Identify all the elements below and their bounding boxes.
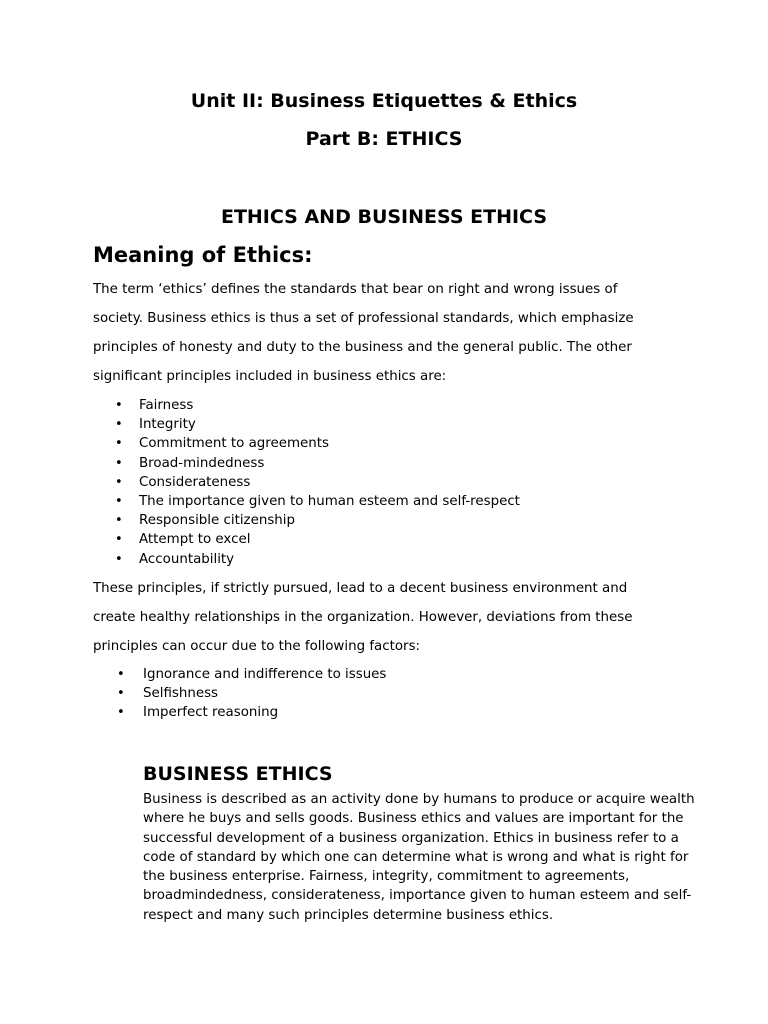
bullet-icon: • [115, 532, 123, 548]
principles-list [115, 396, 520, 569]
list-item-text: Broad-mindedness [139, 455, 265, 471]
business-ethics-paragraph [143, 790, 695, 925]
paragraph-line: where he buys and sells goods. Business ethics and values are important for the [143, 811, 684, 827]
paragraph-line: broadmindedness, considerateness, importance given to human esteem and self- [143, 888, 692, 904]
list-item [115, 454, 520, 473]
bullet-icon: • [115, 417, 123, 433]
list-item [117, 684, 386, 703]
paragraph-line: principles of honesty and duty to the business and the general public. The other [93, 340, 632, 355]
list-item-text: Responsible citizenship [139, 513, 295, 529]
business-ethics-heading: BUSINESS ETHICS [143, 763, 333, 785]
list-item-text: Attempt to excel [139, 532, 251, 548]
paragraph-line: These principles, if strictly pursued, lead to a decent business environment and [93, 581, 628, 596]
list-item [117, 703, 386, 722]
factors-list [117, 665, 387, 723]
unit-title: Unit II: Business Etiquettes & Ethics [190, 90, 578, 112]
deviation-paragraph [93, 580, 633, 667]
list-item-text: Considerateness [139, 474, 251, 490]
list-item-text: Ignorance and indifference to issues [143, 667, 387, 682]
bullet-icon: • [117, 705, 125, 721]
list-item [115, 492, 520, 511]
list-item-text: Accountability [139, 551, 235, 567]
paragraph-line: the business enterprise. Fairness, integrity, commitment to agreements, [143, 869, 630, 885]
paragraph-line: respect and many such principles determine business ethics. [143, 907, 554, 923]
bullet-icon: • [115, 493, 123, 509]
list-item-text: Imperfect reasoning [143, 705, 279, 721]
list-item [115, 415, 520, 434]
paragraph-line: significant principles included in business ethics are: [93, 369, 447, 384]
bullet-icon: • [115, 474, 123, 490]
bullet-icon: • [115, 436, 123, 452]
list-item-text: Selfishness [143, 686, 219, 702]
paragraph-line: code of standard by which one can determine what is wrong and what is right for [143, 849, 689, 865]
list-item [117, 665, 387, 684]
paragraph-line: successful development of a business organization. Ethics in business refer to a [143, 830, 679, 846]
list-item [115, 434, 520, 453]
section-title: ETHICS AND BUSINESS ETHICS [220, 206, 548, 228]
paragraph-line: Business is described as an activity done by humans to produce or acquire wealth [143, 792, 695, 807]
bullet-icon: • [115, 513, 123, 529]
paragraph-line: create healthy relationships in the organization. However, deviations from these [93, 610, 633, 625]
intro-paragraph [93, 281, 633, 397]
paragraph-line: principles can occur due to the following factors: [93, 639, 421, 654]
list-item-text: The importance given to human esteem and self-respect [139, 493, 520, 509]
list-item-text: Fairness [139, 398, 194, 413]
bullet-icon: • [115, 455, 123, 471]
list-item [115, 530, 520, 549]
list-item [115, 473, 520, 492]
part-title: Part B: ETHICS [305, 128, 463, 150]
list-item [115, 396, 520, 415]
paragraph-line: society. Business ethics is thus a set of professional standards, which emphasize [93, 311, 634, 326]
list-item [115, 511, 520, 530]
meaning-of-ethics-heading: Meaning of Ethics: [93, 243, 313, 267]
paragraph-line: The term ‘ethics’ defines the standards that bear on right and wrong issues of [93, 282, 618, 297]
bullet-icon: • [117, 667, 125, 682]
bullet-icon: • [117, 686, 125, 702]
bullet-icon: • [115, 398, 123, 413]
bullet-icon: • [115, 551, 123, 567]
list-item-text: Commitment to agreements [139, 436, 329, 452]
list-item [115, 550, 520, 569]
list-item-text: Integrity [139, 417, 196, 433]
